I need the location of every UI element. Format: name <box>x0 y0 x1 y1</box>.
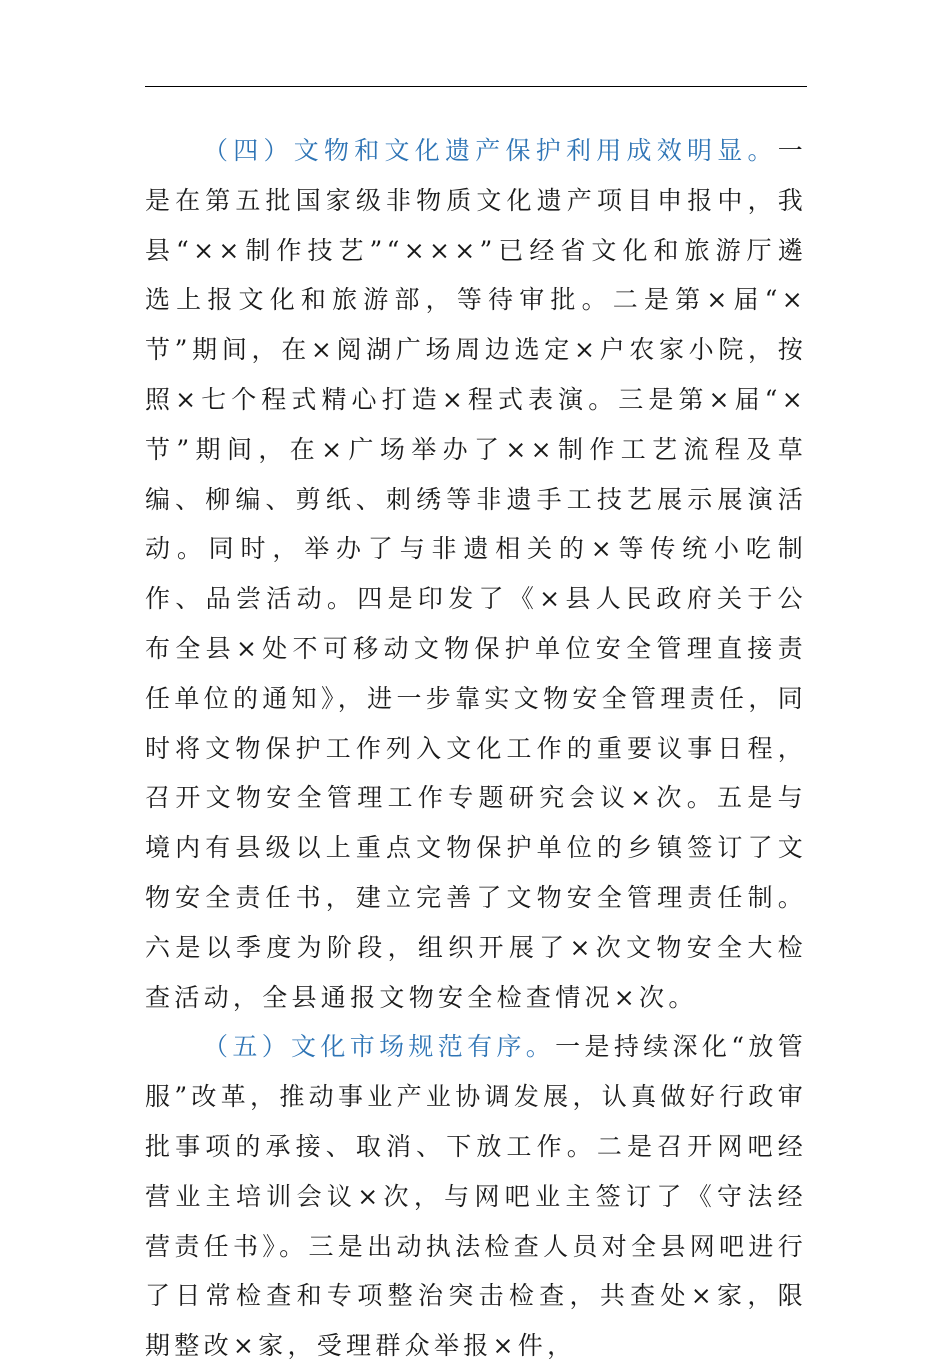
section-five-body: 一是持续深化“放管服”改革，推动事业产业协调发展，认真做好行政审批事项的承接、取消、下放工作。二是召开网吧经营业主培训会议×次，与网吧业主签订了《守法经营责任书》。三是出动执法检查人员对全县网吧进行了日常检查和专项整治突击检查，共查处×家，限期整改×家，受理群众举报×件， <box>145 1032 808 1361</box>
section-four-heading: （四）文物和文化遗产保护利用成效明显。 <box>203 136 778 165</box>
section-four-body: 一是在第五批国家级非物质文化遗产项目申报中，我县“××制作技艺”“×××”已经省文化和旅游厅遴选上报文化和旅游部，等待审批。二是第×届“×节”期间，在×阅湖广场周边选定×户农家小院，按照×七个程式精心打造×程式表演。三是第×届“×节”期间，在×广场举办了××制作工艺流程及草编、柳编、剪纸、刺绣等非遗手工技艺展示展演活动。同时，举办了与非遗相关的×等传统小吃制作、品尝活动。四是印发了《×县人民政府关于公布全县×处不可移动文物保护单位安全管理直接责任单位的通知》，进一步靠实文物安全管理责任，同时将文物保护工作列入文化工作的重要议事日程，召开文物安全管理工作专题研究会议×次。五是与境内有县级以上重点文物保护单位的乡镇签订了文物安全责任书，建立完善了文物安全管理责任制。六是以季度为阶段，组织开展了×次文物安全大检查活动，全县通报文物安全检查情况×次。 <box>145 136 807 1012</box>
section-five-paragraph <box>145 1022 807 1371</box>
document-body <box>145 126 807 1371</box>
header-rule <box>145 86 807 87</box>
section-five-heading: （五）文化市场规范有序。 <box>203 1032 556 1062</box>
section-four-paragraph <box>145 126 807 1022</box>
